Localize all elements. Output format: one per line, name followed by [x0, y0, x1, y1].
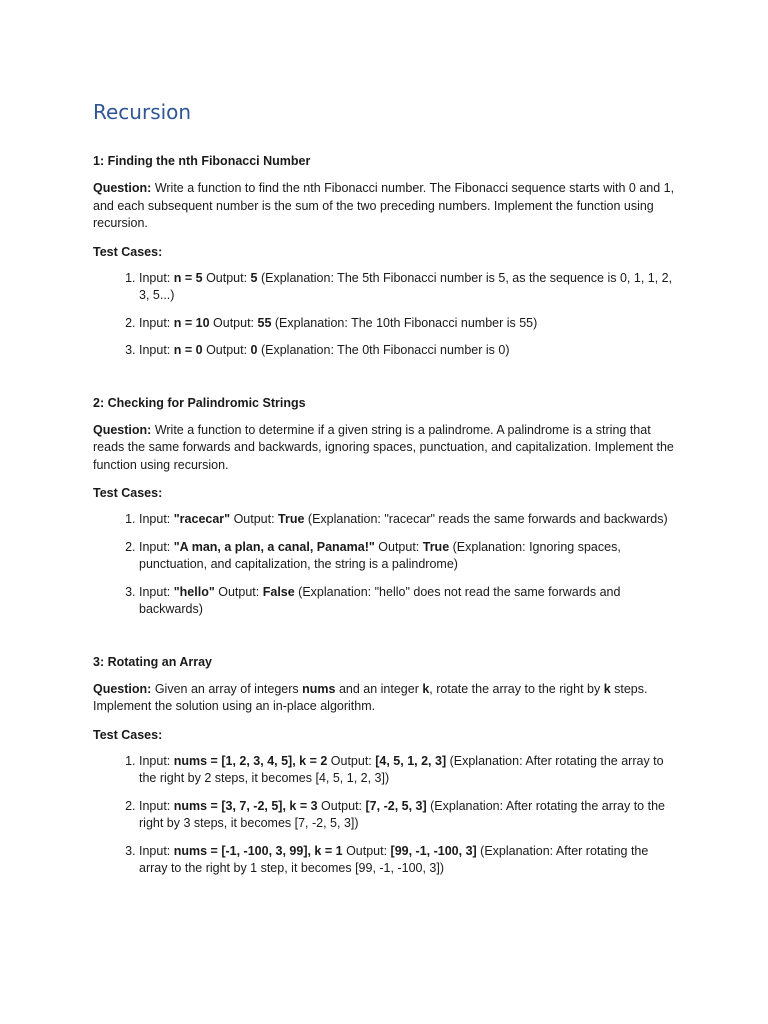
- question-text: Write a function to determine if a given string is a palindrome. A palindrome is a string that reads the same forwards and backwards, ignoring spaces, punctuation, and capitalization. Implement the function using recursion.: [93, 422, 674, 472]
- output-label: Output:: [230, 512, 279, 526]
- question-label: Question:: [93, 422, 152, 437]
- input-label: Input:: [139, 512, 174, 526]
- section-heading: 1: Finding the nth Fibonacci Number: [93, 154, 311, 168]
- explanation-text: (Explanation: Ignoring spaces, punctuation, and capitalization, the string is a palindrome): [139, 539, 621, 571]
- question-paragraph: [93, 180, 676, 233]
- test-case-item: [139, 539, 676, 574]
- output-value: 0: [250, 343, 258, 357]
- section-fibonacci: [93, 152, 676, 360]
- explanation-text: (Explanation: After rotating the array to the right by 3 steps, it becomes [7, -2, 5, 3]): [139, 798, 665, 830]
- question-text-part: , rotate the array to the right by: [429, 681, 604, 696]
- section-rotate-array: [93, 653, 676, 878]
- input-value: n = 0: [173, 343, 203, 357]
- input-value: n = 10: [173, 315, 210, 330]
- explanation-text: (Explanation: The 10th Fibonacci number is 55): [271, 315, 538, 330]
- input-label: Input:: [139, 753, 174, 768]
- input-label: Input:: [139, 343, 174, 357]
- test-case-item: [139, 584, 676, 619]
- input-value: "A man, a plan, a canal, Panama!": [173, 539, 375, 554]
- question-term-k: k: [422, 681, 430, 696]
- section-heading: 3: Rotating an Array: [93, 654, 213, 669]
- test-case-list: [93, 753, 676, 878]
- explanation-text: (Explanation: "racecar" reads the same forwards and backwards): [304, 512, 668, 526]
- question-term-k: k: [603, 681, 611, 696]
- explanation-text: (Explanation: "hello" does not read the same forwards and backwards): [139, 584, 621, 616]
- test-cases-label: Test Cases:: [93, 727, 163, 742]
- input-label: Input:: [139, 843, 174, 858]
- output-value: 55: [257, 315, 272, 330]
- input-label: Input:: [139, 270, 174, 285]
- explanation-text: (Explanation: The 0th Fibonacci number is 0): [257, 343, 510, 357]
- question-label: Question:: [93, 681, 152, 696]
- page-title: Recursion: [93, 100, 192, 124]
- question-text-part: steps. Implement the solution using an in-place algorithm.: [93, 681, 648, 713]
- output-label: Output:: [342, 843, 391, 858]
- test-cases-label: Test Cases:: [93, 244, 163, 259]
- test-case-item: [139, 342, 676, 360]
- output-label: Output:: [327, 753, 376, 768]
- input-label: Input:: [139, 584, 174, 599]
- output-value: [7, -2, 5, 3]: [365, 798, 427, 813]
- output-value: [4, 5, 1, 2, 3]: [375, 753, 447, 768]
- question-text-part: and an integer: [335, 681, 423, 696]
- input-value: "hello": [173, 584, 215, 599]
- test-case-list: [93, 511, 676, 619]
- output-label: Output:: [202, 343, 251, 357]
- input-value: nums = [1, 2, 3, 4, 5], k = 2: [173, 753, 328, 768]
- input-value: nums = [-1, -100, 3, 99], k = 1: [173, 843, 343, 858]
- test-case-item: [139, 270, 676, 305]
- output-value: True: [422, 539, 450, 554]
- output-label: Output:: [202, 270, 251, 285]
- output-label: Output:: [214, 584, 263, 599]
- question-term-nums: nums: [302, 681, 336, 696]
- output-value: [99, -1, -100, 3]: [390, 843, 477, 858]
- explanation-text: (Explanation: The 5th Fibonacci number is 5, as the sequence is 0, 1, 1, 2, 3, 5...): [139, 270, 673, 302]
- input-label: Input:: [139, 798, 174, 813]
- output-label: Output:: [317, 798, 366, 813]
- question-label: Question:: [93, 181, 152, 195]
- question-paragraph: [93, 422, 676, 475]
- section-heading: 2: Checking for Palindromic Strings: [93, 395, 306, 410]
- input-label: Input:: [139, 539, 174, 554]
- question-text: Write a function to find the nth Fibonacci number. The Fibonacci sequence starts with 0 and 1, and each subsequent number is the sum of the two preceding numbers. Implement the function using recursion.: [93, 181, 675, 230]
- test-case-item: [139, 843, 676, 878]
- question-text-part: Given an array of integers: [151, 681, 303, 696]
- output-label: Output:: [209, 315, 258, 330]
- test-cases-label: Test Cases:: [93, 486, 163, 500]
- input-value: nums = [3, 7, -2, 5], k = 3: [173, 798, 318, 813]
- input-value: "racecar": [173, 512, 231, 526]
- question-paragraph: [93, 681, 676, 716]
- input-value: n = 5: [173, 270, 203, 285]
- test-case-item: [139, 798, 676, 833]
- explanation-text: (Explanation: After rotating the array to the right by 1 step, it becomes [99, -1, -100, 3]): [139, 843, 649, 875]
- explanation-text: (Explanation: After rotating the array to the right by 2 steps, it becomes [4, 5, 1, 2, 3]): [139, 753, 664, 785]
- output-value: True: [278, 512, 305, 526]
- test-case-item: [139, 315, 676, 333]
- output-label: Output:: [374, 539, 423, 554]
- section-palindrome: [93, 394, 676, 619]
- output-value: 5: [250, 270, 258, 285]
- test-case-item: [139, 511, 676, 529]
- output-value: False: [262, 584, 295, 599]
- input-label: Input:: [139, 315, 174, 330]
- test-case-list: [93, 270, 676, 360]
- test-case-item: [139, 753, 676, 788]
